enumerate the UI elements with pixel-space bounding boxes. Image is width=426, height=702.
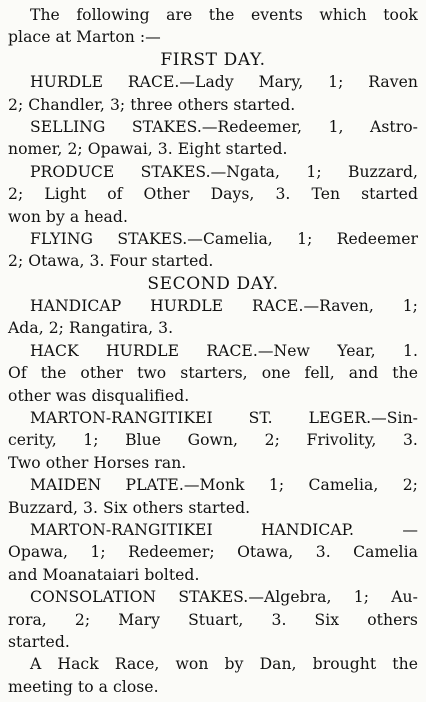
- word: STAKES.—Ngata,: [140, 162, 281, 181]
- word: 1;: [402, 297, 418, 316]
- word: starters,: [180, 364, 248, 383]
- article-line: [8, 429, 418, 451]
- word: Buzzard,: [347, 162, 418, 181]
- article-line: place at Marton :—: [8, 28, 161, 47]
- word: MAIDEN: [30, 476, 102, 495]
- word: MARTON-RANGITIKEI: [30, 520, 213, 539]
- word: Camelia,: [308, 476, 379, 495]
- word: HURDLE: [30, 73, 104, 92]
- article-line: and Moanataiari bolted.: [8, 565, 200, 584]
- word: Year,: [337, 341, 376, 360]
- word: Stuart,: [188, 610, 244, 629]
- word: PRODUCE: [30, 162, 115, 181]
- word: Days,: [210, 185, 255, 204]
- article-line: [8, 295, 418, 317]
- article-line: [8, 541, 418, 563]
- word: which: [319, 6, 367, 24]
- word: 1;: [328, 73, 344, 92]
- word: CONSOLATION: [30, 588, 157, 607]
- word: LEGER.—Sin-: [308, 409, 418, 428]
- word: 1;: [268, 476, 285, 495]
- word: 1.: [402, 341, 418, 360]
- word: 3.: [402, 431, 418, 450]
- word: Hack: [57, 655, 99, 674]
- article-line: Ada, 2; Rangatira, 3.: [8, 319, 174, 338]
- word: HACK: [30, 341, 79, 360]
- article-line: Buzzard, 3. Six others started.: [8, 498, 251, 517]
- article-line: won by a head.: [8, 207, 128, 226]
- article-line: [8, 183, 418, 205]
- word: 3.: [275, 185, 291, 204]
- word: HURDLE: [105, 341, 180, 360]
- word: two: [137, 364, 167, 383]
- word: and: [348, 364, 379, 383]
- article-line: started.: [8, 632, 70, 651]
- article-line: [8, 407, 418, 429]
- word: Of: [8, 364, 27, 383]
- word: Redeemer;: [128, 543, 215, 562]
- word: STAKES.—Camelia,: [117, 229, 273, 248]
- word: brought: [312, 655, 377, 674]
- article-line: [8, 161, 418, 183]
- word: HANDICAP: [30, 297, 122, 316]
- word: 1,: [328, 117, 344, 136]
- article-line: Two other Horses ran.: [8, 453, 187, 472]
- word: STAKES.—Redeemer,: [131, 117, 303, 136]
- word: following: [76, 6, 150, 24]
- word: Light: [44, 185, 87, 204]
- word: 2;: [264, 431, 280, 450]
- word: RACE.—Lady: [127, 73, 234, 92]
- word: fell,: [304, 364, 335, 383]
- article-line: other was disqualified.: [8, 386, 190, 405]
- word: Redeemer: [336, 229, 418, 248]
- article-line: 2; Otawa, 3. Four started.: [8, 252, 214, 271]
- word: RACE.—Raven,: [251, 297, 374, 316]
- article-line: meeting to a close.: [8, 677, 159, 696]
- word: the: [392, 364, 418, 383]
- word: Au-: [391, 588, 418, 607]
- article-line: [8, 340, 418, 362]
- word: rora,: [8, 610, 47, 629]
- word: Ten: [311, 185, 341, 204]
- article-line: [8, 519, 418, 541]
- word: A: [30, 655, 42, 674]
- word: one: [261, 364, 291, 383]
- word: 1;: [83, 431, 99, 450]
- section-heading: FIRST DAY.: [160, 49, 266, 70]
- word: FLYING: [30, 229, 94, 248]
- word: ST.: [248, 409, 273, 428]
- word: Race,: [114, 655, 160, 674]
- word: events: [250, 6, 303, 24]
- word: 1;: [297, 229, 313, 248]
- word: —: [402, 520, 418, 539]
- article-line: [8, 474, 418, 496]
- word: HURDLE: [150, 297, 224, 316]
- word: Otawa,: [237, 543, 294, 562]
- word: cerity,: [8, 431, 57, 450]
- article-line: [8, 4, 418, 26]
- article-line: [8, 586, 418, 608]
- article-line: nomer, 2; Opawai, 3. Eight started.: [8, 140, 288, 159]
- race-results-article: [8, 4, 418, 698]
- word: Frivolity,: [306, 431, 377, 450]
- word: HANDICAP.: [260, 520, 355, 539]
- word: are: [166, 6, 193, 24]
- word: 3.: [271, 610, 287, 629]
- word: SELLING: [30, 117, 106, 136]
- word: 1;: [306, 162, 322, 181]
- word: of: [107, 185, 123, 204]
- article-line: 2; Chandler, 3; three others started.: [8, 95, 296, 114]
- word: Blue: [125, 431, 162, 450]
- word: 3.: [315, 543, 331, 562]
- article-line: [8, 71, 418, 93]
- word: Mary: [118, 610, 160, 629]
- word: STAKES.—Algebra,: [178, 588, 332, 607]
- word: other: [80, 364, 124, 383]
- word: Six: [314, 610, 340, 629]
- word: The: [30, 6, 60, 24]
- word: 2;: [8, 185, 24, 204]
- word: Gown,: [187, 431, 239, 450]
- word: PLATE.—Monk: [125, 476, 245, 495]
- article-line: [8, 228, 418, 250]
- word: Astro-: [370, 117, 418, 136]
- word: Opawa,: [8, 543, 68, 562]
- word: started: [361, 185, 418, 204]
- word: the: [392, 655, 418, 674]
- word: others: [367, 610, 418, 629]
- word: Raven: [368, 73, 418, 92]
- word: Other: [143, 185, 190, 204]
- word: Dan,: [259, 655, 297, 674]
- word: Camelia: [353, 543, 418, 562]
- word: by: [224, 655, 244, 674]
- word: the: [40, 364, 67, 383]
- word: took: [383, 6, 418, 24]
- article-line: [8, 653, 418, 675]
- word: 1;: [90, 543, 106, 562]
- word: 1;: [353, 588, 370, 607]
- word: MARTON-RANGITIKEI: [30, 409, 213, 428]
- word: won: [175, 655, 209, 674]
- article-line: [8, 362, 418, 384]
- word: RACE.—New: [206, 341, 310, 360]
- word: the: [208, 6, 235, 24]
- word: 2;: [402, 476, 418, 495]
- section-heading: SECOND DAY.: [147, 273, 279, 294]
- word: 2;: [74, 610, 91, 629]
- article-line: [8, 609, 418, 631]
- word: Mary,: [258, 73, 304, 92]
- article-line: [8, 116, 418, 138]
